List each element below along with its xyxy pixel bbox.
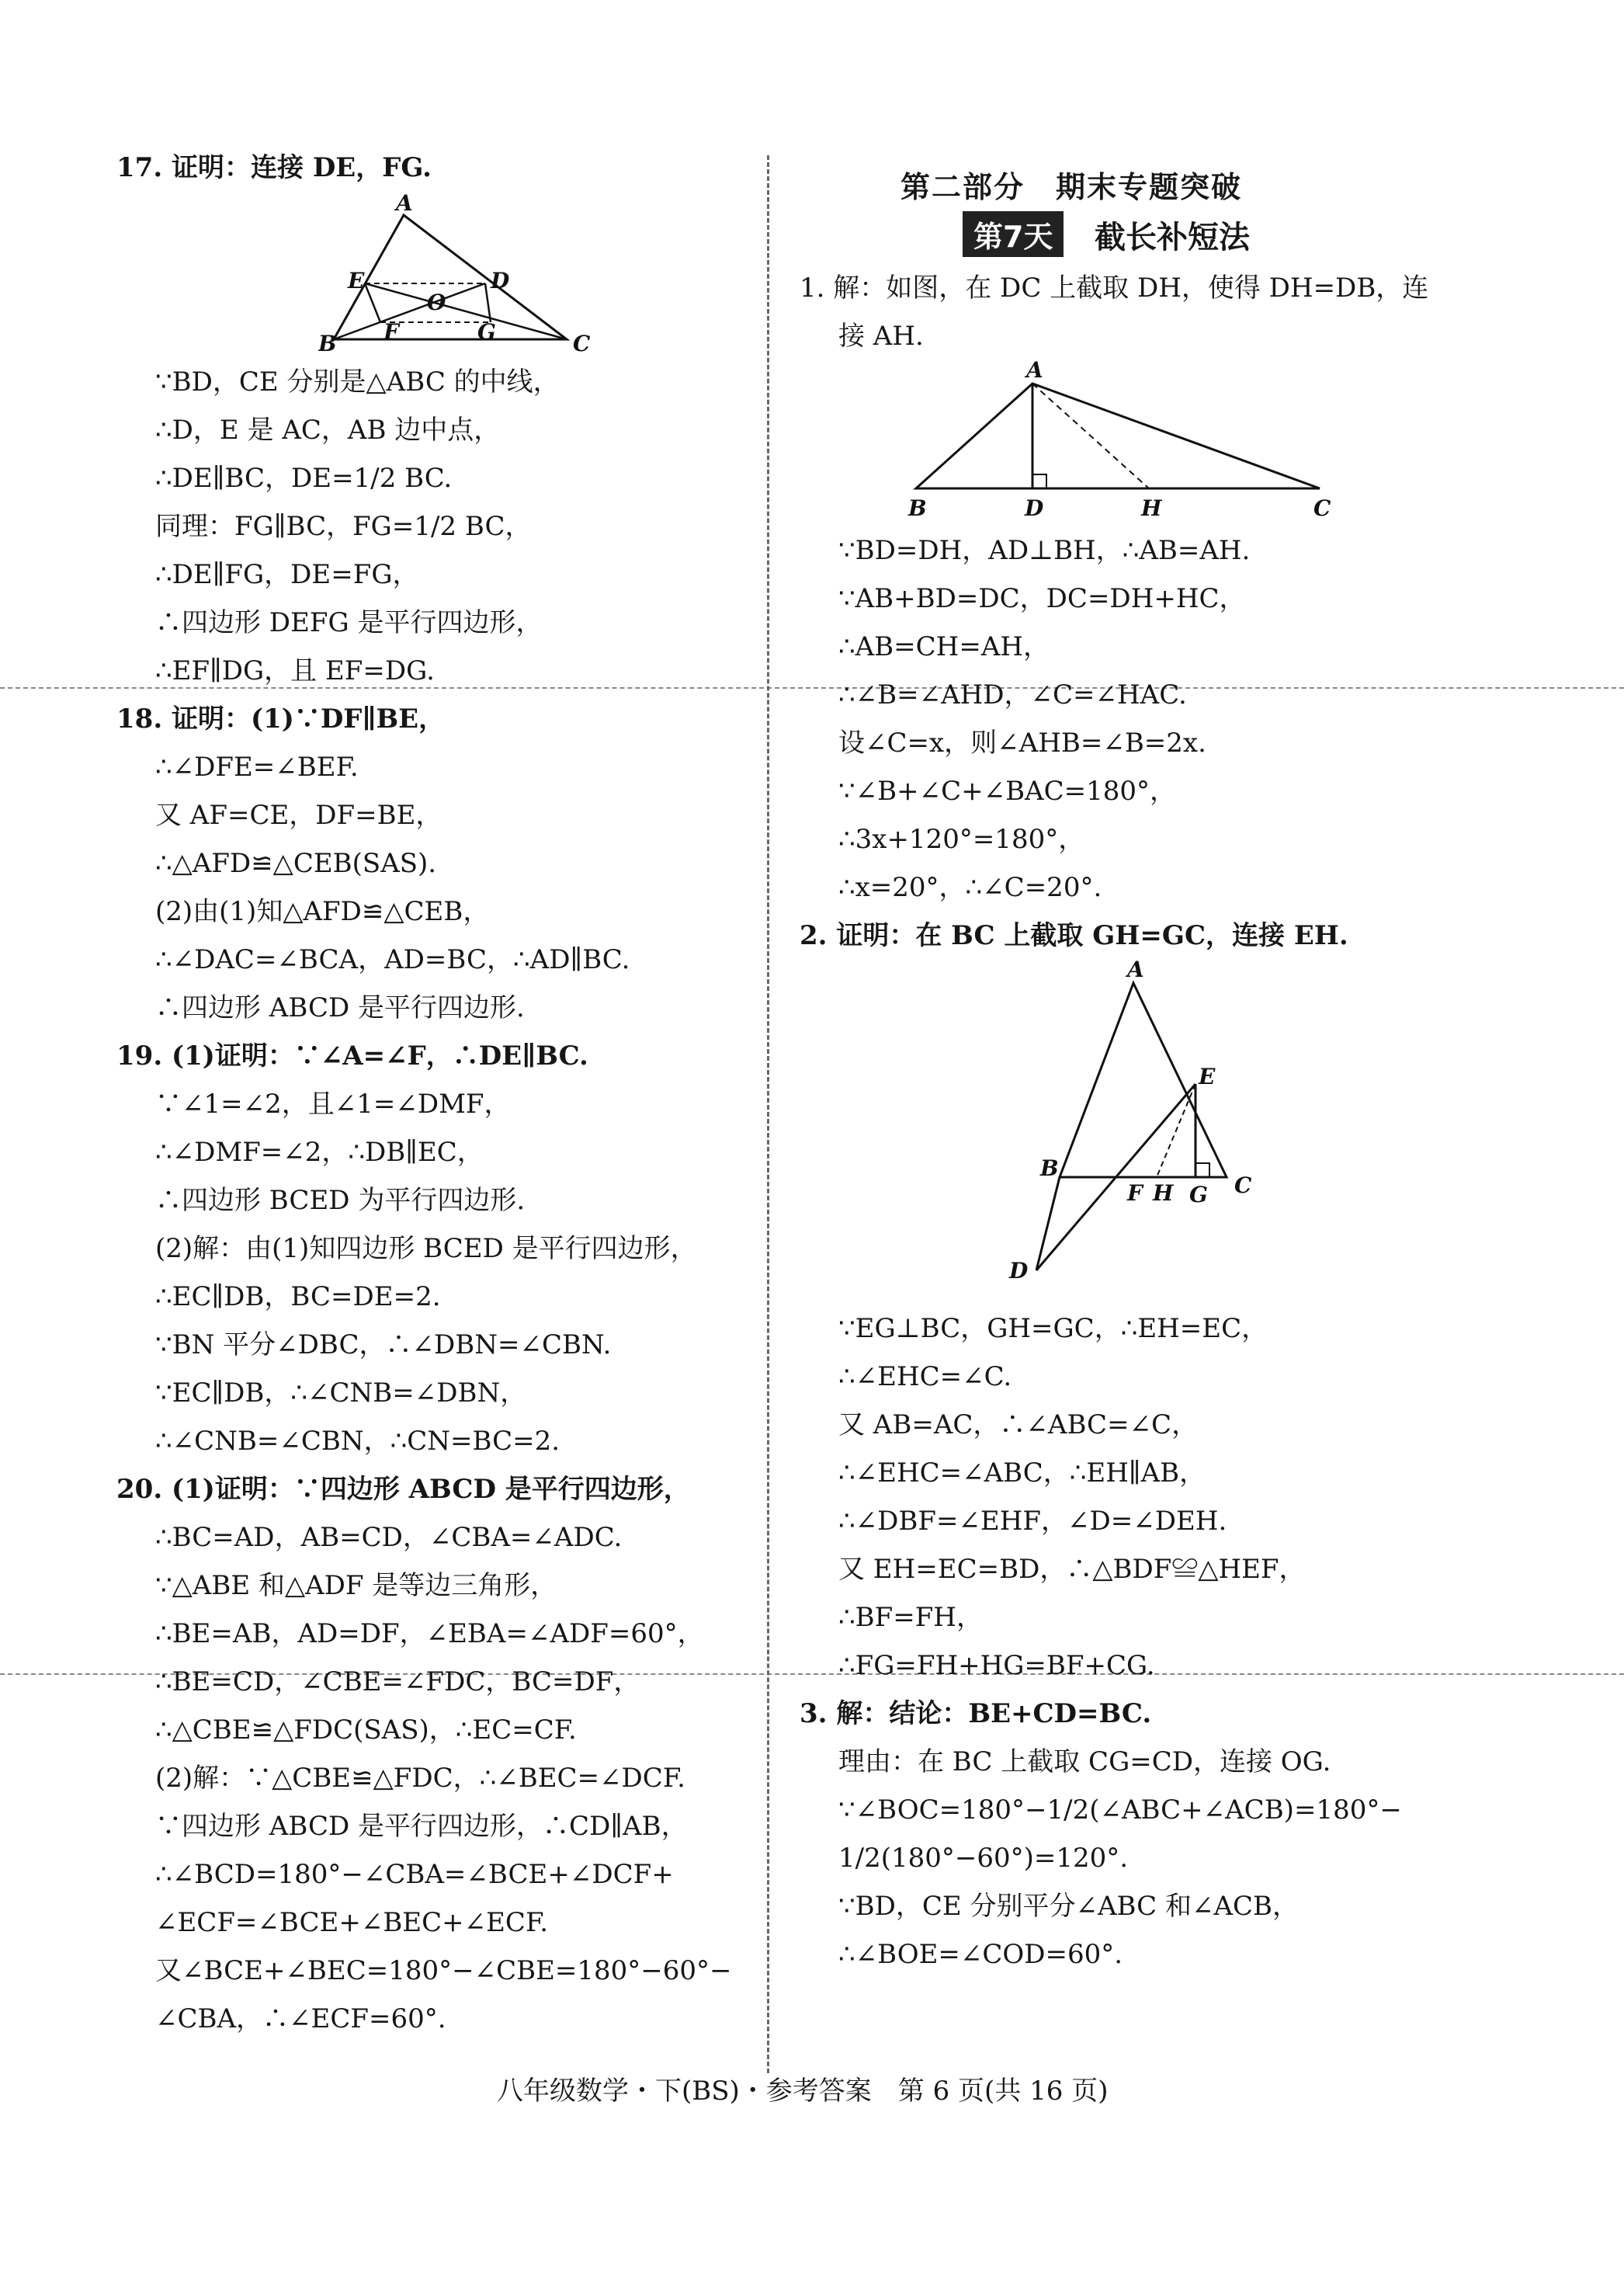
solution-line: 1/2(180°−60°)=120°. <box>838 1843 1129 1874</box>
solution-line: ∴∠DFE=∠BEF. <box>155 752 359 783</box>
solution-line: ∴∠EHC=∠ABC，∴EH∥AB， <box>838 1457 1206 1489</box>
fig17-label-e: E <box>348 268 365 294</box>
solution-line: ∴∠BOE=∠COD=60°. <box>838 1939 1123 1970</box>
fig17-label-b: B <box>318 331 337 355</box>
solution-line: ∴3x+120°=180°， <box>838 824 1085 855</box>
solution-line: ∵BD，CE 分别平分∠ABC 和∠ACB， <box>838 1891 1300 1922</box>
fig17-label-o: O <box>427 290 446 315</box>
solution-line: ∵BN 平分∠DBC，∴∠DBN=∠CBN. <box>155 1329 612 1360</box>
solution-line: ∴DE∥FG，DE=FG， <box>155 559 419 590</box>
solution-line: ∴BF=FH， <box>838 1602 983 1633</box>
fig17-label-f: F <box>383 319 399 345</box>
solution-line: ∵∠B+∠C+∠BAC=180°， <box>838 776 1177 807</box>
fig2-label-h: H <box>1153 1180 1174 1206</box>
fig17-label-c: C <box>573 331 591 355</box>
q1-line-0: 1. 解：如图，在 DC 上截取 DH，使得 DH=DB，连 <box>800 273 1429 304</box>
solution-line: ∴EF∥DG，且 EF=DG. <box>155 655 435 686</box>
solution-line: (2)由(1)知△AFD≌△CEB， <box>155 896 490 927</box>
solution-line: ∴x=20°，∴∠C=20°. <box>838 872 1102 903</box>
solution-line: 3. 解：结论：BE+CD=BC. <box>800 1698 1152 1729</box>
fig2-label-f: F <box>1127 1180 1143 1206</box>
solution-line: ∴四边形 BCED 为平行四边形. <box>155 1185 526 1216</box>
fig17-label-a: A <box>396 192 413 216</box>
solution-line: ∵∠1=∠2，且∠1=∠DMF， <box>155 1089 511 1120</box>
solution-line: 18. 证明：(1)∵DF∥BE， <box>116 703 446 735</box>
solution-line: ∴∠DAC=∠BCA，AD=BC，∴AD∥BC. <box>155 944 630 975</box>
solution-line: ∴△CBE≌△FDC(SAS)，∴EC=CF. <box>155 1714 577 1746</box>
solution-line: ∴∠B=∠AHD，∠C=∠HAC. <box>838 679 1187 710</box>
section-title: 第二部分 期末专题突破 <box>900 170 1243 204</box>
column-divider <box>767 155 769 2073</box>
solution-line: ∵EG⊥BC，GH=GC，∴EH=EC， <box>838 1313 1268 1344</box>
solution-line: ∴AB=CH=AH， <box>838 631 1050 662</box>
solution-line: ∵△ABE 和△ADF 是等边三角形， <box>155 1570 557 1601</box>
solution-line: ∠CBA，∴∠ECF=60°. <box>155 2003 446 2034</box>
fig2-label-a: A <box>1127 960 1144 982</box>
solution-line: ∴FG=FH+HG=BF+CG. <box>838 1650 1155 1681</box>
fig1-label-h: H <box>1141 495 1162 521</box>
solution-line: 同理：FG∥BC，FG=1/2 BC， <box>155 511 532 542</box>
figure-17-triangle <box>318 192 644 355</box>
day-badge: 第7天 <box>963 211 1064 257</box>
solution-line: ∠ECF=∠BCE+∠BEC+∠ECF. <box>155 1907 549 1938</box>
solution-line: ∴四边形 ABCD 是平行四边形. <box>155 992 525 1023</box>
solution-line: ∴四边形 DEFG 是平行四边形， <box>155 607 543 638</box>
q1-line-1: 接 AH. <box>838 321 924 352</box>
solution-line: 又∠BCE+∠BEC=180°−∠CBE=180°−60°− <box>155 1955 732 1986</box>
solution-line: ∵BD，CE 分别是△ABC 的中线， <box>155 367 560 398</box>
solution-line: ∴BC=AD，AB=CD，∠CBA=∠ADC. <box>155 1522 623 1553</box>
solution-line: (2)解：由(1)知四边形 BCED 是平行四边形， <box>155 1233 697 1264</box>
fig17-label-d: D <box>491 268 510 294</box>
q1-solution-lines <box>800 526 1475 960</box>
solution-line: (2)解：∵△CBE≌△FDC，∴∠BEC=∠DCF. <box>155 1763 685 1794</box>
solution-line: ∴∠DMF=∠2，∴DB∥EC， <box>155 1137 484 1168</box>
fig1-label-c: C <box>1313 495 1331 521</box>
page-footer: 八年级数学・下(BS)・参考答案 第 6 页(共 16 页) <box>497 2076 1109 2107</box>
fig2-label-c: C <box>1234 1172 1252 1198</box>
figure-1-triangle <box>877 360 1343 523</box>
solution-line: ∵AB+BD=DC，DC=DH+HC， <box>838 583 1246 614</box>
day-title: 截长补短法 <box>1095 220 1250 255</box>
solution-line: 又 AB=AC，∴∠ABC=∠C， <box>838 1409 1199 1440</box>
solution-line: ∴DE∥BC，DE=1/2 BC. <box>155 463 453 494</box>
solution-line: ∴D，E 是 AC，AB 边中点， <box>155 415 501 446</box>
solution-line: 又 EH=EC=BD，∴△BDF≌△HEF， <box>838 1554 1306 1585</box>
solution-line: ∴∠EHC=∠C. <box>838 1361 1012 1392</box>
fig1-label-b: B <box>908 495 927 521</box>
left-solution-lines <box>116 358 753 2043</box>
fig17-label-g: G <box>477 319 496 345</box>
solution-line: 设∠C=x，则∠AHB=∠B=2x. <box>838 728 1206 759</box>
fig1-label-a: A <box>1026 360 1043 383</box>
solution-line: 2. 证明：在 BC 上截取 GH=GC，连接 EH. <box>800 920 1348 951</box>
solution-line: ∵∠BOC=180°−1/2(∠ABC+∠ACB)=180°− <box>838 1794 1402 1826</box>
fig2-label-d: D <box>1009 1258 1029 1284</box>
fig2-label-b: B <box>1040 1155 1059 1181</box>
right-column <box>800 264 1475 1978</box>
question-17-heading: 17. 证明：连接 DE，FG. <box>116 152 432 183</box>
figure-2-triangle <box>994 960 1304 1301</box>
solution-line: ∵BD=DH，AD⊥BH，∴AB=AH. <box>838 535 1251 566</box>
solution-line: ∴∠CNB=∠CBN，∴CN=BC=2. <box>155 1426 560 1457</box>
solution-line: 理由：在 BC 上截取 CG=CD，连接 OG. <box>838 1746 1331 1777</box>
solution-line: ∵EC∥DB，∴∠CNB=∠DBN， <box>155 1377 527 1409</box>
fig2-label-e: E <box>1199 1064 1216 1089</box>
left-column <box>116 144 753 2043</box>
solution-line: ∴EC∥DB，BC=DE=2. <box>155 1281 441 1312</box>
solution-line: 又 AF=CE，DF=BE， <box>155 800 442 831</box>
solution-line: ∴BE=AB，AD=DF，∠EBA=∠ADF=60°， <box>155 1618 704 1649</box>
solution-line: ∴∠BCD=180°−∠CBA=∠BCE+∠DCF+ <box>155 1859 674 1890</box>
fig2-label-g: G <box>1189 1182 1208 1207</box>
solution-line: ∴△AFD≌△CEB(SAS). <box>155 848 437 879</box>
fig1-label-d: D <box>1025 495 1044 521</box>
q2-q3-solution-lines <box>800 1304 1475 1978</box>
solution-line: ∴∠DBF=∠EHF，∠D=∠DEH. <box>838 1506 1227 1537</box>
solution-line: ∴BE=CD，∠CBE=∠FDC，BC=DF， <box>155 1666 640 1697</box>
solution-line: 20. (1)证明：∵四边形 ABCD 是平行四边形， <box>116 1474 690 1505</box>
solution-line: 19. (1)证明：∵∠A=∠F，∴DE∥BC. <box>116 1040 588 1072</box>
solution-line: ∵四边形 ABCD 是平行四边形，∴CD∥AB， <box>155 1811 688 1842</box>
